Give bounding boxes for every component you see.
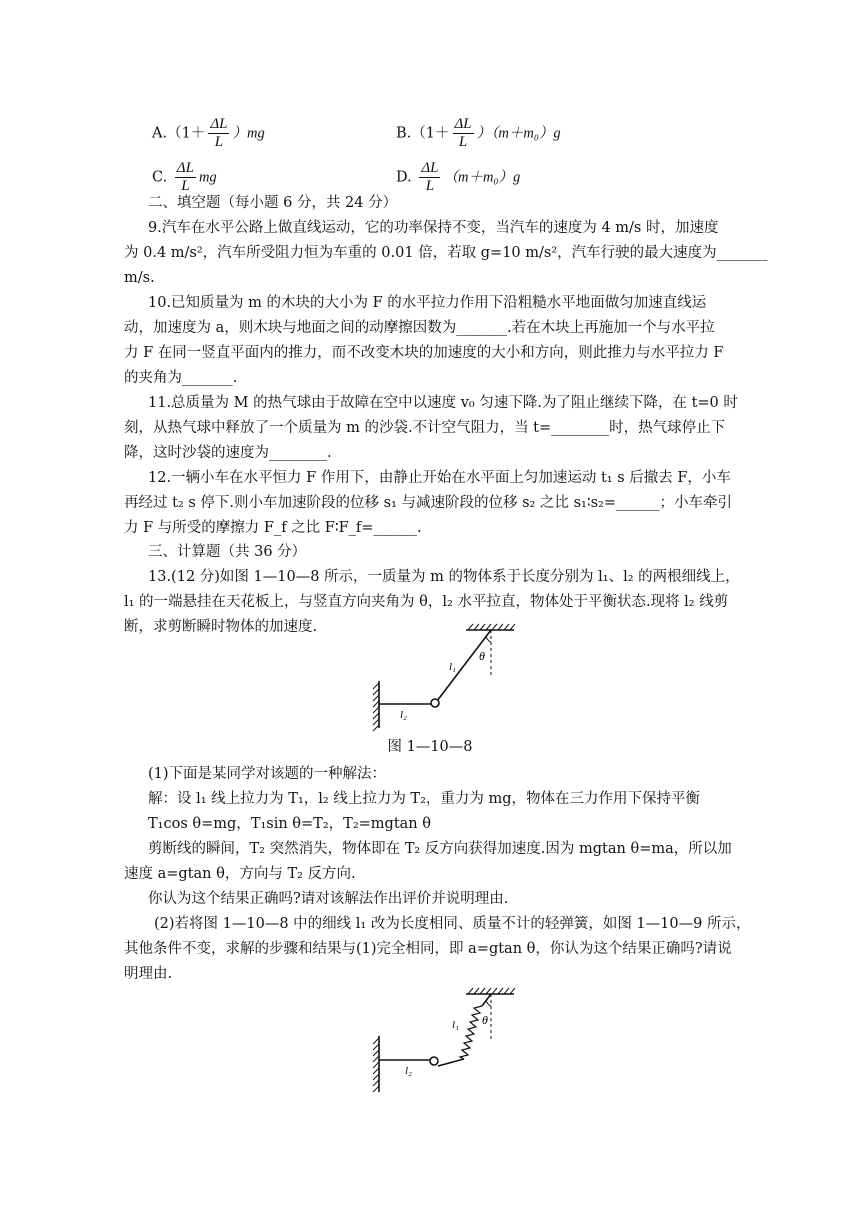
ceiling-hatch [468,624,515,630]
label-l1: l₁ [449,661,456,673]
part2-line: 明理由. [124,966,173,982]
q10-line: 的夹角为_______. [124,370,238,386]
part1-line: 速度 a=gtan θ，方向与 T₂ 反方向. [124,866,356,882]
part1-line: (1)下面是某同学对该题的一种解法： [148,766,387,782]
fraction-numerator: ΔL [176,160,194,176]
q10-line: 力 F 在同一竖直平面内的推力，而不改变木块的加速度的大小和方向，则此推力与水平拉力 F [124,345,724,361]
label-theta: θ [479,649,485,663]
fraction-denominator: L [181,178,190,194]
mass-ball [430,1057,438,1065]
option-d[interactable] [396,160,520,195]
fraction-numerator: ΔL [454,116,472,132]
label-theta: θ [482,1013,488,1027]
part1-line: T₁cos θ=mg，T₁sin θ=T₂，T₂=mgtan θ [148,816,431,832]
q10-line: 10.已知质量为 m 的木块的大小为 F 的水平拉力作用下沿粗糙水平地面做匀加速直线运 [148,295,707,311]
part1-line: 解：设 l₁ 线上拉力为 T₁，l₂ 线上拉力为 T₂，重力为 mg，物体在三力作用下保持平衡 [148,791,701,807]
section-heading-calculation: 三、计算题（共 36 分） [148,544,307,560]
q11-line: 11.总质量为 M 的热气球由于故障在空中以速度 v₀ 匀速下降.为了阻止继续下降，在 t=0 时 [148,395,738,411]
label-l1: l₁ [452,1019,459,1031]
part1-line: 你认为这个结果正确吗?请对该解法作出评价并说明理由. [148,891,509,907]
option-a-suffix: ）mg [232,125,265,142]
fraction-numerator: ΔL [421,160,439,176]
fraction-numerator: ΔL [210,116,228,132]
spring-top-lead [482,994,491,1006]
fraction-denominator: L [425,178,435,194]
section-heading-fill-blank: 二、填空题（每小题 6 分，共 24 分） [148,195,398,211]
option-c-suffix: mg [198,169,217,186]
spring-l1 [460,1006,482,1059]
option-b-suffix: ）（m＋m₀）g [476,125,561,142]
option-b[interactable] [396,116,561,151]
q9-line: 9.汽车在水平公路上做直线运动，它的功率保持不变，当汽车的速度为 4 m/s 时，加速度 [148,220,719,236]
option-c-fraction [175,160,196,195]
q12-line: 力 F 与所受的摩擦力 F_f 之比 F∶F_f=______. [124,520,422,536]
label-l2: l₂ [400,709,407,721]
part2-line: (2)若将图 1—10—8 中的细线 l₁ 改为长度相同、质量不计的轻弹簧，如图 1—10—9 所示， [154,916,751,932]
fraction-denominator: L [458,134,468,150]
label-l2: l₂ [405,1065,412,1077]
q12-line: 再经过 t₂ s 停下.则小车加速阶段的位移 s₁ 与减速阶段的位移 s₂ 之比 s₁∶s₂=______；小车牵引 [124,495,732,511]
wall-hatch [373,683,379,731]
q12-line: 12.一辆小车在水平恒力 F 作用下，由静止开始在水平面上匀加速运动 t₁ s 后撤去 F，小车 [148,470,731,486]
string-l1 [437,630,491,701]
q13-line: 13.(12 分)如图 1—10—8 所示，一质量为 m 的物体系于长度分别为 l₁、l₂ 的两根细线上， [148,569,740,585]
ceiling-hatch [468,988,515,994]
option-a-prefix: A.（1＋ [152,125,206,142]
q10-line: 动，加速度为 a，则木块与地面之间的动摩擦因数为_______.若在木块上再施加一个与水平拉 [124,320,715,336]
q13-line: l₁ 的一端悬挂在天花板上，与竖直方向夹角为 θ，l₂ 水平拉直，物体处于平衡状态.现将 l₂ 线剪 [124,594,729,610]
fraction-denominator: L [214,134,224,150]
q9-line: 为 0.4 m/s²，汽车所受阻力恒为车重的 0.01 倍，若取 g=10 m/s²，汽车行驶的最大速度为_______ [124,245,768,261]
option-c[interactable] [152,160,217,195]
option-d-fraction [419,160,440,195]
q9-line: m/s. [124,270,155,286]
figure-1-10-9 [360,984,530,1096]
q13-line: 断，求剪断瞬时物体的加速度. [124,619,318,635]
figure-caption: 图 1—10—8 [387,739,473,755]
angle-arc [486,637,491,642]
option-c-prefix: C. [152,169,172,186]
q11-line: 刻，从热气球中释放了一个质量为 m 的沙袋.不计空气阻力，当 t=________时，热气球停止下 [124,420,726,436]
spring-bottom-lead [438,1059,464,1066]
option-b-prefix: B.（1＋ [396,125,450,142]
option-d-prefix: D. [396,169,417,186]
option-a[interactable] [152,116,265,151]
part2-line: 其他条件不变，求解的步骤和结果与(1)完全相同，即 a=gtan θ，你认为这个结果正确吗?请说 [124,941,732,957]
mass-ball [431,699,439,707]
option-a-fraction [208,116,229,151]
q11-line: 降，这时沙袋的速度为________. [124,445,332,461]
wall-hatch [373,1038,379,1092]
option-b-fraction [453,116,474,151]
part1-line: 剪断线的瞬间，T₂ 突然消失，物体即在 T₂ 反方向获得加速度.因为 mgtan θ=ma，所以加 [148,841,732,857]
figure-1-10-8 [360,620,530,732]
option-d-suffix: （m＋m₀）g [443,169,521,186]
angle-arc [486,1001,491,1006]
